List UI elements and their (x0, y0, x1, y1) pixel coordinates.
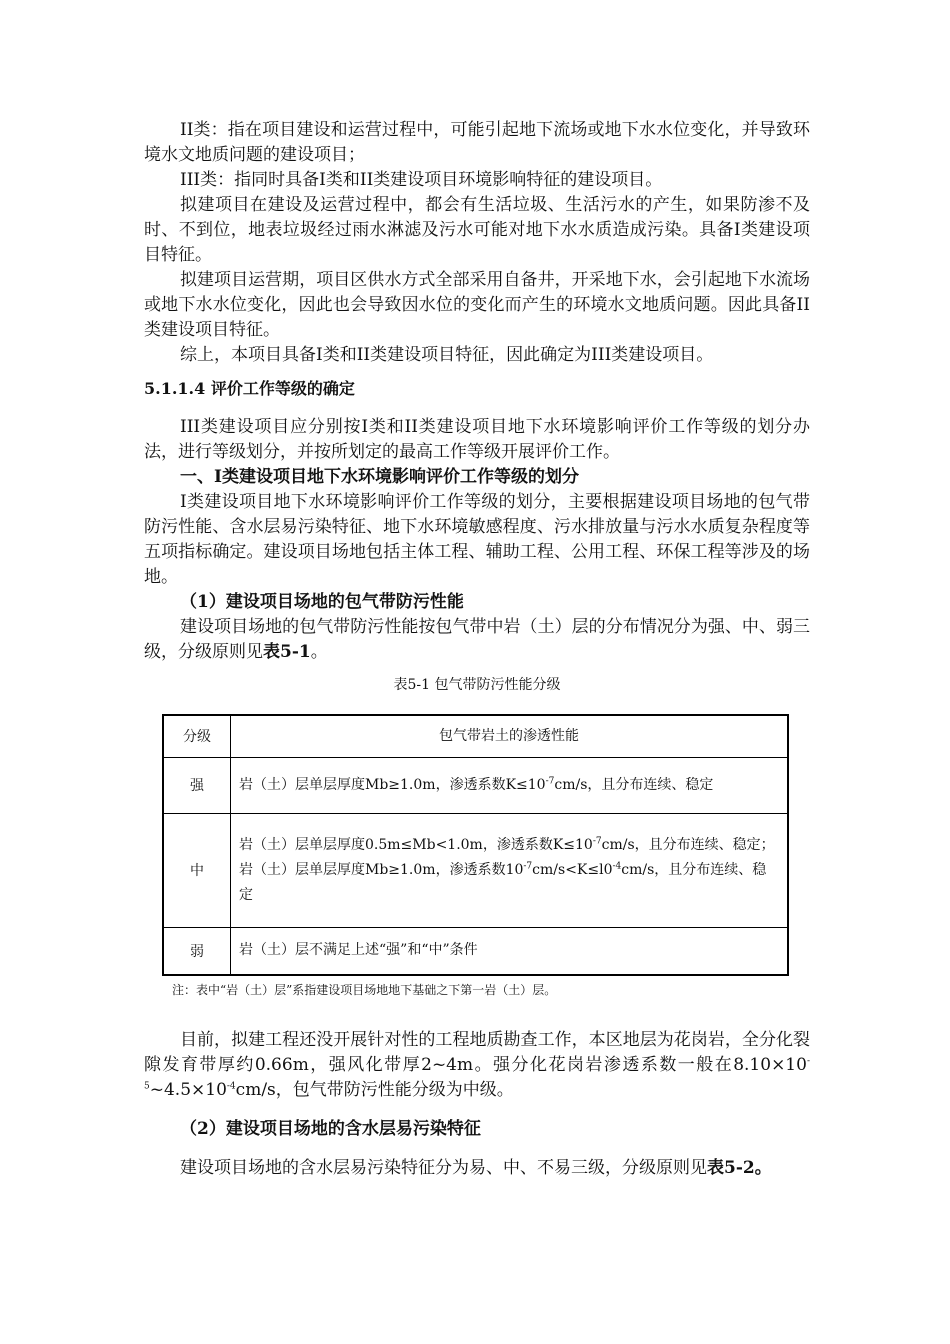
row-description: 岩（土）层单层厚度0.5m≤Mb<1.0m，渗透系数$K\le 10^{-7}cm/s$，且分布连续、稳定；岩（土）层单层厚度Mb≥1.0m，渗透系数$10^{-7}cm/s<K\le l0^{-4}cm/s$，且分布连续、稳定 (231, 813, 789, 927)
paragraph-class-iii-method: III类建设项目应分别按I类和II类建设项目地下水环境影响评价工作等级的划分办法，进行等级划分，并按所划定的最高工作等级开展评价工作。 (144, 417, 810, 462)
table-reference: 表5-1 (263, 642, 311, 662)
subheading-vadose-zone: （1）建设项目场地的包气带防污性能 (180, 592, 464, 612)
row-level: 中 (163, 813, 231, 927)
paragraph-aquifer-end: 。 (754, 1158, 772, 1178)
paragraph-class-ii: II类：指在项目建设和运营过程中，可能引起地下流场或地下水水位变化，并导致环境水文地质问题的建设项目； (144, 120, 810, 165)
paragraph-class-i-features: 拟建项目在建设及运营过程中，都会有生活垃圾、生活污水的产生，如果防渗不及时、不到位，地表垃圾经过雨水淋滤及污水可能对地下水水质造成污染。具备I类建设项目特征。 (144, 195, 810, 265)
row-level: 弱 (163, 927, 231, 975)
grading-table (162, 714, 789, 976)
row-level: 强 (163, 757, 231, 813)
paragraph-vadose-zone-text: 建设项目场地的包气带防污性能按包气带中岩（土）层的分布情况分为强、中、弱三级，分级原则见 (144, 617, 810, 662)
subheading-aquifer: （2）建设项目场地的含水层易污染特征 (180, 1119, 481, 1139)
header-level: 分级 (163, 715, 231, 757)
paragraph-vadose-zone-end: 。 (310, 642, 328, 662)
paragraph-class-i-grading: I类建设项目地下水环境影响评价工作等级的划分，主要根据建设项目场地的包气带防污性能、含水层易污染特征、地下水环境敏感程度、污水排放量与污水水质复杂程度等五项指标确定。建设项目场地包括主体工程、辅助工程、公用工程、环保工程等涉及的场地。 (144, 492, 810, 587)
heading-class-i-grading: 一、I类建设项目地下水环境影响评价工作等级的划分 (180, 467, 579, 487)
row-description: 岩（土）层不满足上述“强”和“中”条件 (231, 927, 789, 975)
table-caption: 表5-1 包气带防污性能分级 (393, 677, 561, 693)
table-reference-2: 表5-2 (707, 1158, 755, 1178)
document-page (144, 118, 810, 1181)
table-note: 注：表中“岩（土）层”系指建设项目场地地下基础之下第一岩（土）层。 (172, 983, 557, 997)
paragraph-class-ii-features: 拟建项目运营期，项目区供水方式全部采用自备井，开采地下水，会引起地下水流场或地下水水位变化，因此也会导致因水位的变化而产生的环境水文地质问题。因此具备II类建设项目特征。 (144, 270, 810, 340)
table-row (163, 813, 788, 927)
table-row (163, 757, 788, 813)
paragraph-current-status: 目前，拟建工程还没开展针对性的工程地质勘查工作，本区地层为花岗岩，全分化裂隙发育带厚约0.66m，强风化带厚2~4m。强分化花岗岩渗透系数一般在$8.10\times 10^{-5}\sim 4.5\times 10^{-4}cm/s$，包气带防污性能分级为中级。 (144, 1030, 810, 1100)
table-header-row (163, 715, 788, 757)
paragraph-vadose-zone (144, 615, 810, 665)
section-heading: 5.1.1.4 评价工作等级的确定 (144, 379, 355, 398)
paragraph-class-iii: III类：指同时具备I类和II类建设项目环境影响特征的建设项目。 (180, 170, 663, 190)
header-description: 包气带岩土的渗透性能 (231, 715, 789, 757)
paragraph-aquifer-text: 建设项目场地的含水层易污染特征分为易、中、不易三级，分级原则见 (180, 1158, 707, 1178)
table-row (163, 927, 788, 975)
row-description: 岩（土）层单层厚度Mb≥1.0m，渗透系数$K\le 10^{-7}cm/s$，且分布连续、稳定 (231, 757, 789, 813)
paragraph-summary: 综上，本项目具备I类和II类建设项目特征，因此确定为III类建设项目。 (180, 345, 714, 365)
paragraph-aquifer (144, 1156, 810, 1181)
